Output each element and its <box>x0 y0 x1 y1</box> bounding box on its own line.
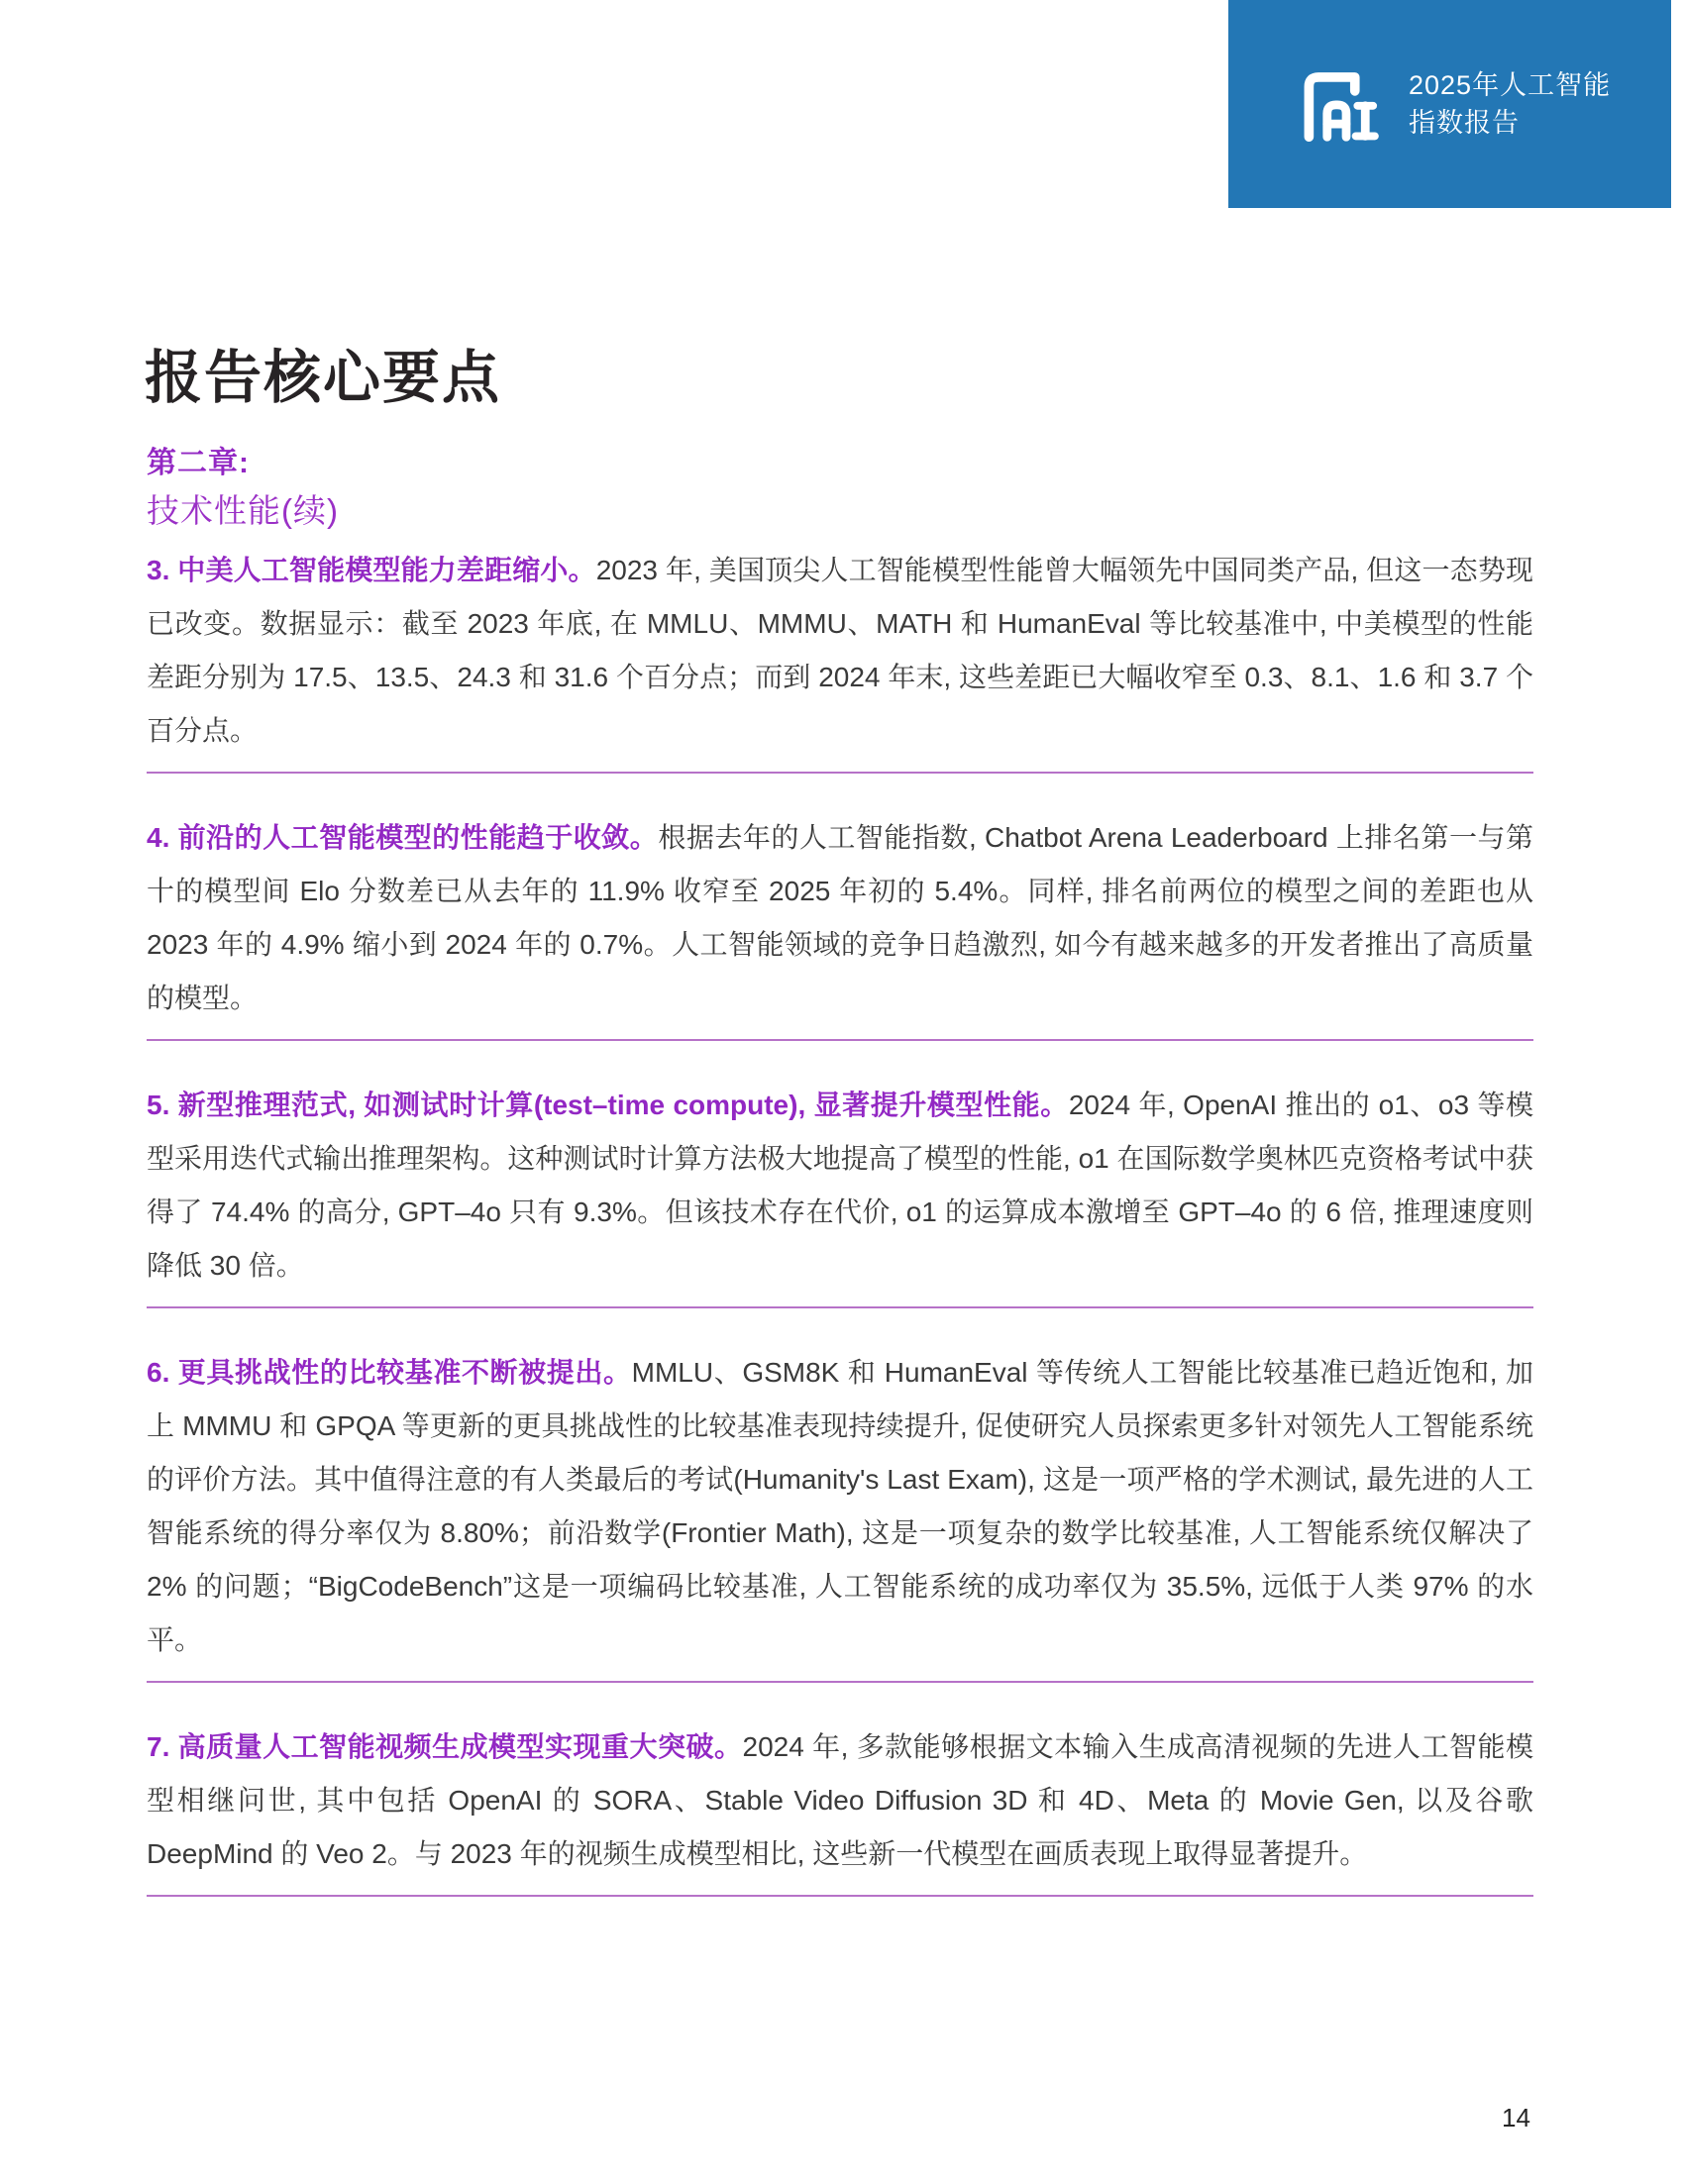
header-report-title <box>1409 66 1611 142</box>
section-divider <box>147 1039 1533 1041</box>
key-point-6-body: MMLU、GSM8K 和 HumanEval 等传统人工智能比较基准已趋近饱和, 加上 MMMU 和 GPQA 等更新的更具挑战性的比较基准表现持续提升, 促使研究人员探索更多针对领先人工智能系统的评价方法。其中值得注意的有人类最后的考试(Humanity's Last Exam), 这是一项严格的学术测试, 最先进的人工智能系统的得分率仅为 8.80%；前沿数学(Frontier Math), 这是一项复杂的数学比较基准, 人工智能系统仅解决了 2% 的问题；“BigCodeBench”这是一项编码比较基准, 人工智能系统的成功率仅为 35.5%, 远低于人类 97% 的水平。 <box>147 1357 1533 1655</box>
header-badge <box>1228 0 1671 208</box>
section-divider <box>147 772 1533 774</box>
key-point-4-lead: 4. 前沿的人工智能模型的性能趋于收敛。 <box>147 822 659 853</box>
key-point-7-lead: 7. 高质量人工智能视频生成模型实现重大突破。 <box>147 1731 743 1762</box>
key-point-6 <box>147 1346 1533 1667</box>
section-divider <box>147 1681 1533 1683</box>
key-points-list <box>147 544 1533 1934</box>
ai-index-logo-icon <box>1298 66 1381 142</box>
key-point-7 <box>147 1720 1533 1881</box>
header-report-title-line1: 2025年人工智能 <box>1409 70 1612 100</box>
chapter-label: 第二章: <box>147 447 250 479</box>
header-report-title-line2: 指数报告 <box>1409 108 1520 138</box>
key-point-5-lead: 5. 新型推理范式, 如测试时计算(test–time compute), 显著提升模型性能。 <box>147 1090 1069 1120</box>
key-point-5 <box>147 1079 1533 1293</box>
key-point-3 <box>147 544 1533 758</box>
key-point-3-lead: 3. 中美人工智能模型能力差距缩小。 <box>147 555 596 585</box>
key-point-5-body: 2024 年, OpenAI 推出的 o1、o3 等模型采用迭代式输出推理架构。这种测试时计算方法极大地提高了模型的性能, o1 在国际数学奥林匹克资格考试中获得了 74.4% 的高分, GPT–4o 只有 9.3%。但该技术存在代价, o1 的运算成本激增至 GPT–4o 的 6 倍, 推理速度则降低 30 倍。 <box>147 1090 1533 1281</box>
key-point-6-lead: 6. 更具挑战性的比较基准不断被提出。 <box>147 1357 632 1388</box>
chapter-subtitle: 技术性能(续) <box>147 492 339 529</box>
section-divider <box>147 1306 1533 1308</box>
page-title: 报告核心要点 <box>145 346 502 410</box>
section-divider <box>147 1895 1533 1897</box>
key-point-4 <box>147 811 1533 1025</box>
page-number: 14 <box>1502 2103 1530 2132</box>
key-point-7-body: 2024 年, 多款能够根据文本输入生成高清视频的先进人工智能模型相继问世, 其中包括 OpenAI 的 SORA、Stable Video Diffusion 3D 和 4D、Meta 的 Movie Gen, 以及谷歌 DeepMind 的 Veo 2。与 2023 年的视频生成模型相比, 这些新一代模型在画质表现上取得显著提升。 <box>147 1731 1533 1869</box>
key-point-4-body: 根据去年的人工智能指数, Chatbot Arena Leaderboard 上排名第一与第十的模型间 Elo 分数差已从去年的 11.9% 收窄至 2025 年初的 5.4%。同样, 排名前两位的模型之间的差距也从 2023 年的 4.9% 缩小到 2024 年的 0.7%。人工智能领域的竞争日趋激烈, 如今有越来越多的开发者推出了高质量的模型。 <box>147 822 1533 1013</box>
key-point-3-body: 2023 年, 美国顶尖人工智能模型性能曾大幅领先中国同类产品, 但这一态势现已改变。数据显示：截至 2023 年底, 在 MMLU、MMMU、MATH 和 HumanEval 等比较基准中, 中美模型的性能差距分别为 17.5、13.5、24.3 和 31.6 个百分点；而到 2024 年末, 这些差距已大幅收窄至 0.3、8.1、1.6 和 3.7 个百分点。 <box>147 555 1533 746</box>
